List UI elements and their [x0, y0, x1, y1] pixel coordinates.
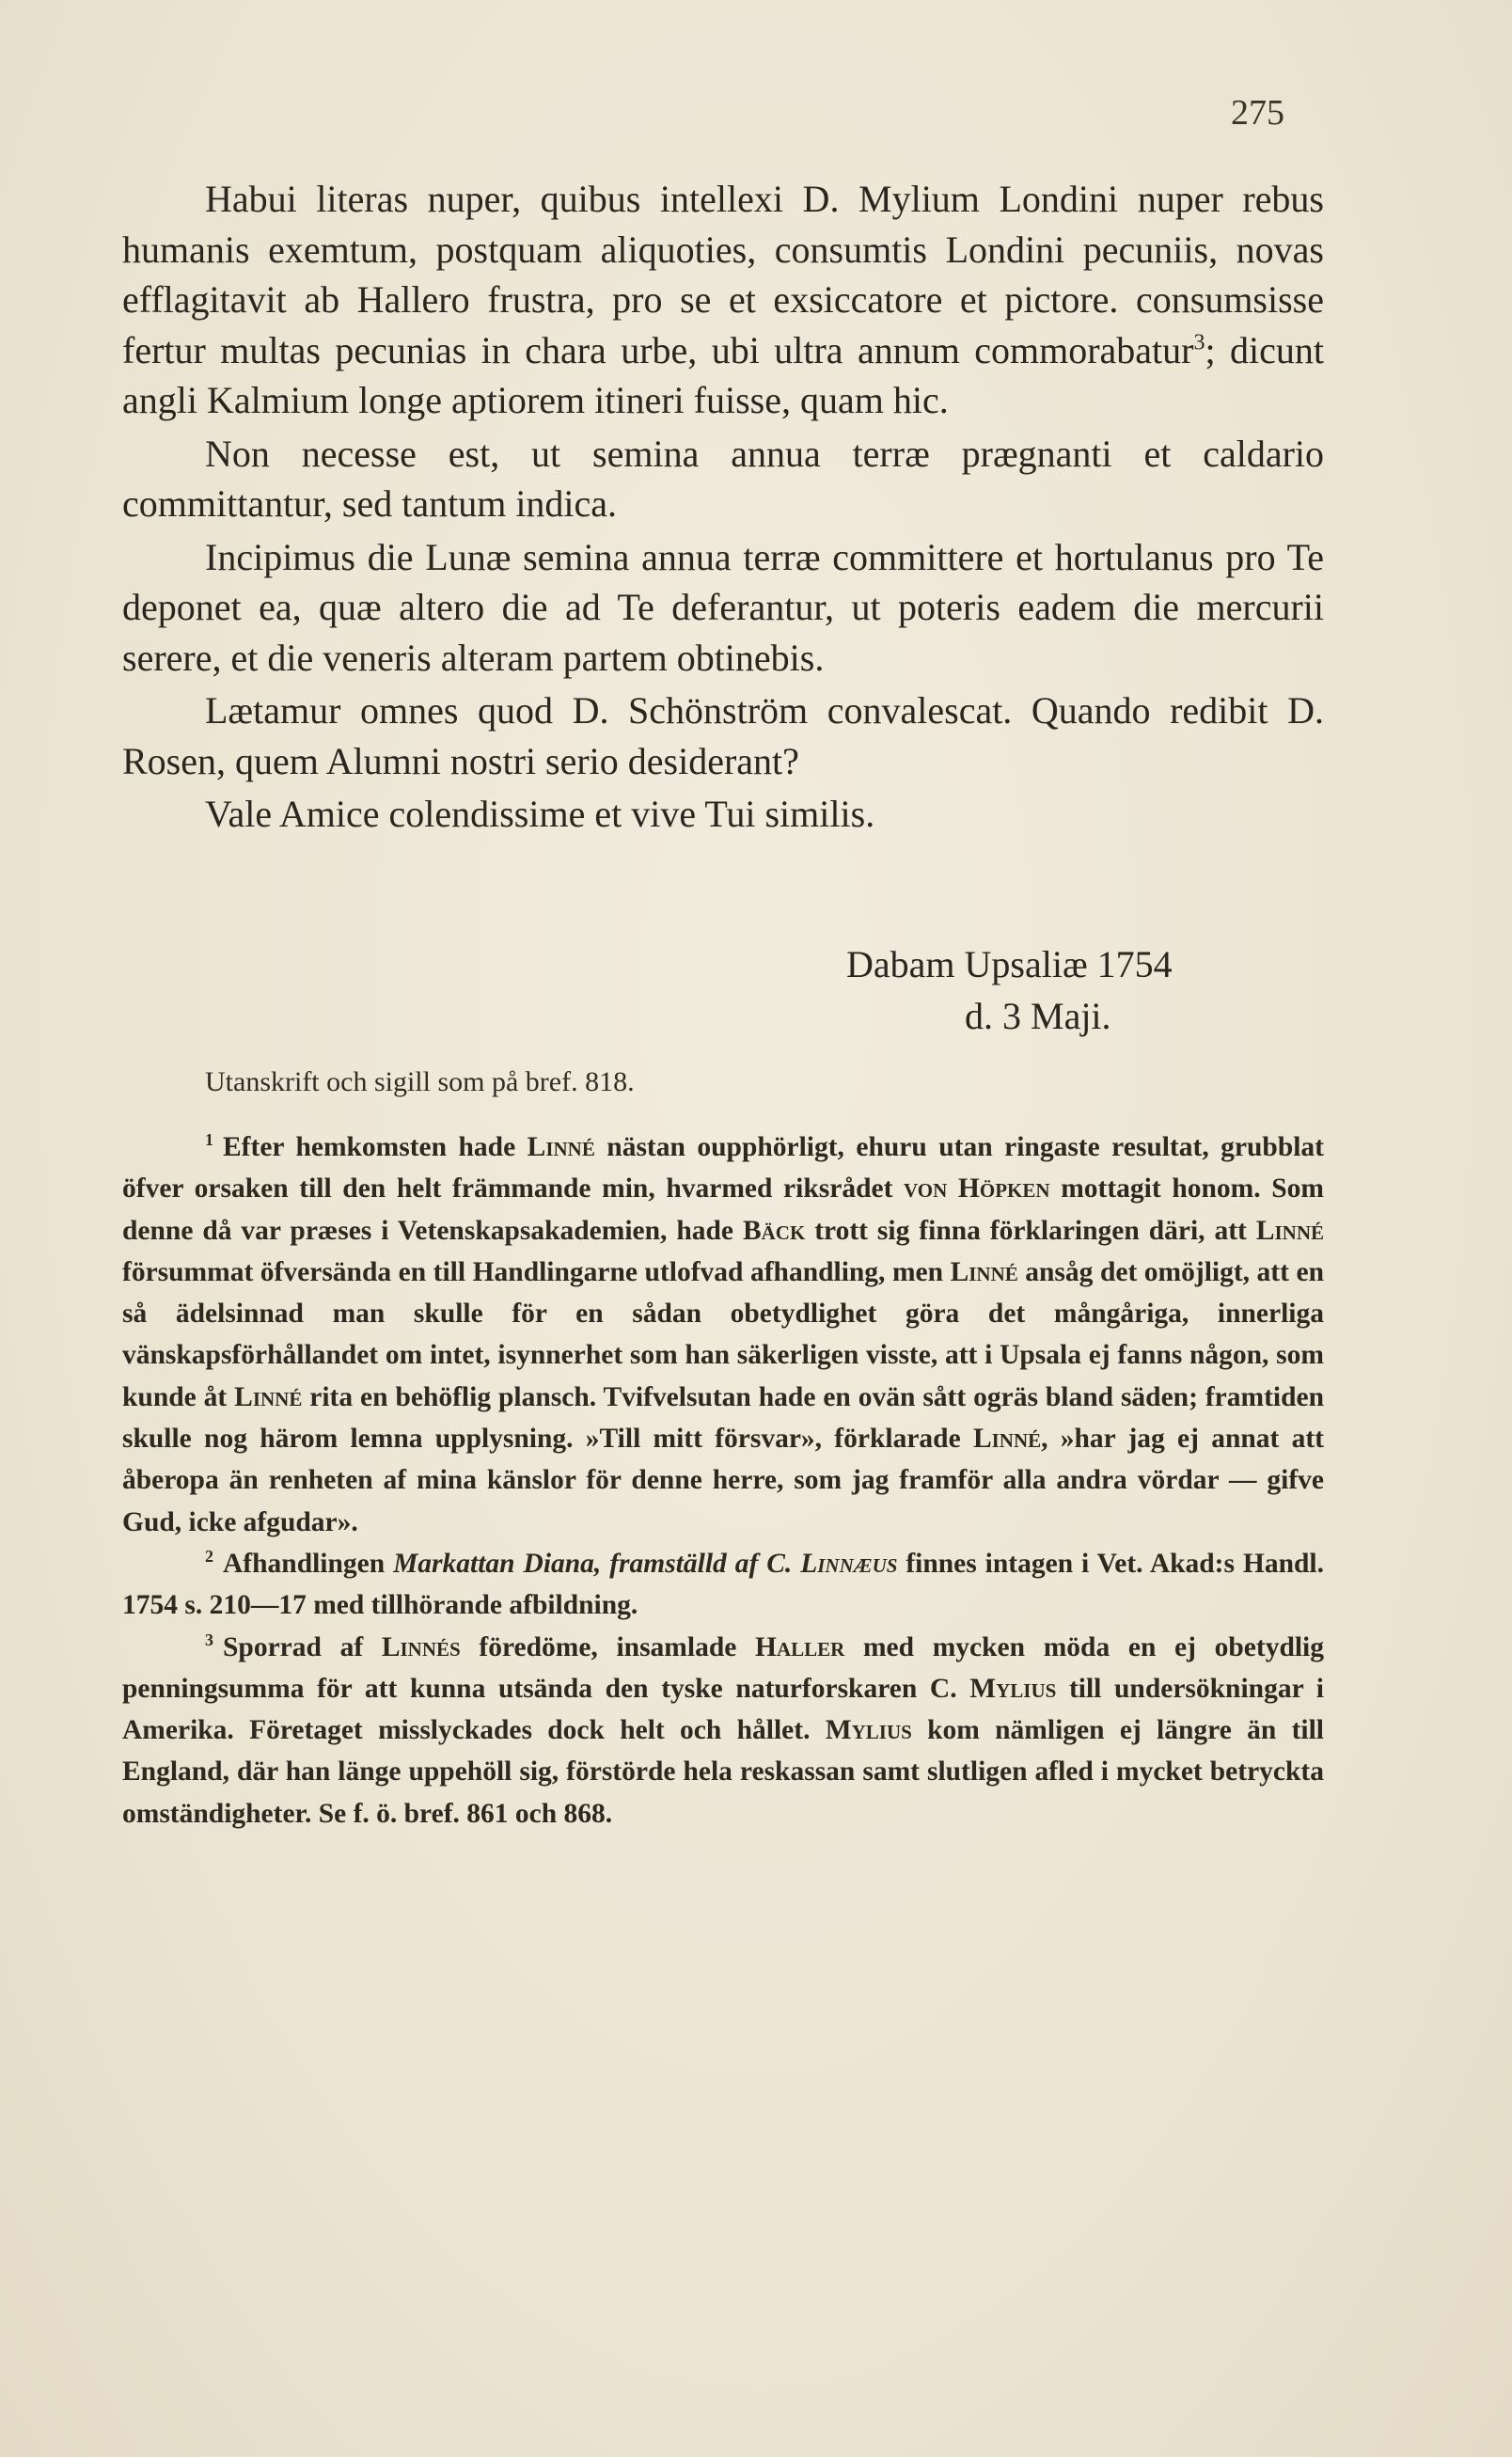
- person-name: Linné: [1255, 1215, 1324, 1246]
- footnote-text: , »har jag ej annat att åberopa än renheten af mina känslor för denne herre, som jag framför alla andra vördar — gifve Gud, icke afgudar».: [122, 1424, 1325, 1537]
- footnote-mark: 3: [205, 1630, 213, 1649]
- footnote-reference: 3: [1193, 330, 1205, 355]
- footnote-text: till undersökningar i Amerika. Företaget misslyckades dock helt och hållet.: [122, 1673, 1324, 1746]
- footnote-text: Afhandlingen: [223, 1548, 394, 1579]
- footnote-text: föredöme, insamlade: [460, 1631, 755, 1662]
- footnote: [122, 1543, 1324, 1627]
- person-name: Linné: [527, 1132, 595, 1162]
- footnote-text: trott sig finna förklaringen däri, att: [805, 1215, 1256, 1246]
- person-name: Linné: [950, 1256, 1018, 1287]
- footnote-text: ansåg det omöjligt, att en så ädelsinnad man skulle för en sådan obetydlighet göra det mångåriga, innerliga vänskapsförhållandet om intet, isynnerhet som han säkerligen visste, att i Upsala ej fanns någon, som kunde åt: [122, 1256, 1324, 1412]
- letter-text: Habui literas nuper, quibus intellexi D. Mylium Londini nuper rebus humanis exemtum, postquam aliquoties, consumtis Londini pecuniis, novas efflagitavit ab Hallero frustra, pro se et exsiccatore et pictore. consumsisse fertur multas pecunias in chara urbe, ubi ultra annum commorabatur: [122, 178, 1324, 371]
- footnote-text: rita en behöflig plansch. Tvifvelsutan hade en ovän sått ogräs bland säden; framtiden skulle nog härom lemna upplysning. »Till mitt försvar», förklarade: [122, 1381, 1324, 1455]
- letter-paragraph: [122, 174, 1324, 426]
- footnote: [122, 1627, 1324, 1835]
- footnote-text: finnes intagen i Vet. Akad:s Handl. 1754 s. 210—17 med tillhörande afbildning.: [122, 1548, 1324, 1621]
- page-number: 275: [1231, 93, 1284, 133]
- footnote: [122, 1126, 1324, 1543]
- signoff-date: d. 3 Maji.: [965, 995, 1111, 1037]
- letter-paragraph: Lætamur omnes quod D. Schönström convalescat. Quando redibit D. Rosen, quem Alumni nostri serio desiderant?: [122, 689, 1324, 782]
- footnote-text: med mycken möda en ej obetydlig penningsumma för att kunna utsända den tyske naturforskaren C.: [122, 1631, 1325, 1704]
- footnote-text: kom nämligen ej längre än till England, där han länge uppehöll sig, förstörde hela reskassan samt slutligen afled i mycket betryckta omständigheter. Se f. ö. bref. 861 och 868.: [122, 1715, 1324, 1829]
- footnote-mark: 1: [205, 1130, 213, 1150]
- person-name: Haller: [755, 1631, 845, 1662]
- letter-paragraph: Incipimus die Lunæ semina annua terræ committere et hortulanus pro Te deponet ea, quæ altero die ad Te deferantur, ut poteris eadem die mercurii serere, et die veneris alteram partem obtinebis.: [122, 535, 1324, 679]
- work-title: Markattan Diana, framställd af C.: [393, 1548, 801, 1579]
- footnote-text: Efter hemkomsten hade: [223, 1132, 528, 1162]
- letter-paragraph: Vale Amice colendissime et vive Tui similis.: [205, 793, 875, 835]
- footnotes: [122, 1126, 1324, 1835]
- letter-text: ; dicunt angli Kalmium longe aptiorem itineri fuisse, quam hic.: [122, 328, 1324, 421]
- person-name: Linné: [972, 1424, 1042, 1455]
- person-name: Linné: [234, 1381, 303, 1412]
- person-name: von Höpken: [904, 1173, 1050, 1205]
- person-name: Mylius: [825, 1715, 912, 1746]
- person-name: Bäck: [742, 1215, 806, 1246]
- person-name: Linnæus: [800, 1548, 898, 1579]
- footnote-text: Sporrad af: [223, 1631, 382, 1662]
- footnote-text: nästan oupphörligt, ehuru utan ringaste resultat, grubblat öfver orsaken till den helt främmande min, hvarmed riksrådet: [122, 1132, 1324, 1205]
- letter-paragraph: Non necesse est, ut semina annua terræ prægnanti et caldario committantur, sed tantum indica.: [122, 432, 1324, 525]
- footnote-text: mottagit honom. Som denne då var præses i Vetenskapsakademien, hade: [122, 1173, 1324, 1246]
- person-name: Linnés: [381, 1631, 461, 1662]
- footnote-text: försummat öfversända en till Handlingarne utlofvad afhandling, men: [122, 1256, 951, 1287]
- footnote-mark: 2: [205, 1547, 213, 1567]
- envelope-note: Utanskrift och sigill som på bref. 818.: [205, 1066, 635, 1097]
- person-name: Mylius: [969, 1673, 1057, 1704]
- letter-body: [122, 174, 1324, 840]
- signoff-place: Dabam Upsaliæ 1754: [846, 943, 1173, 985]
